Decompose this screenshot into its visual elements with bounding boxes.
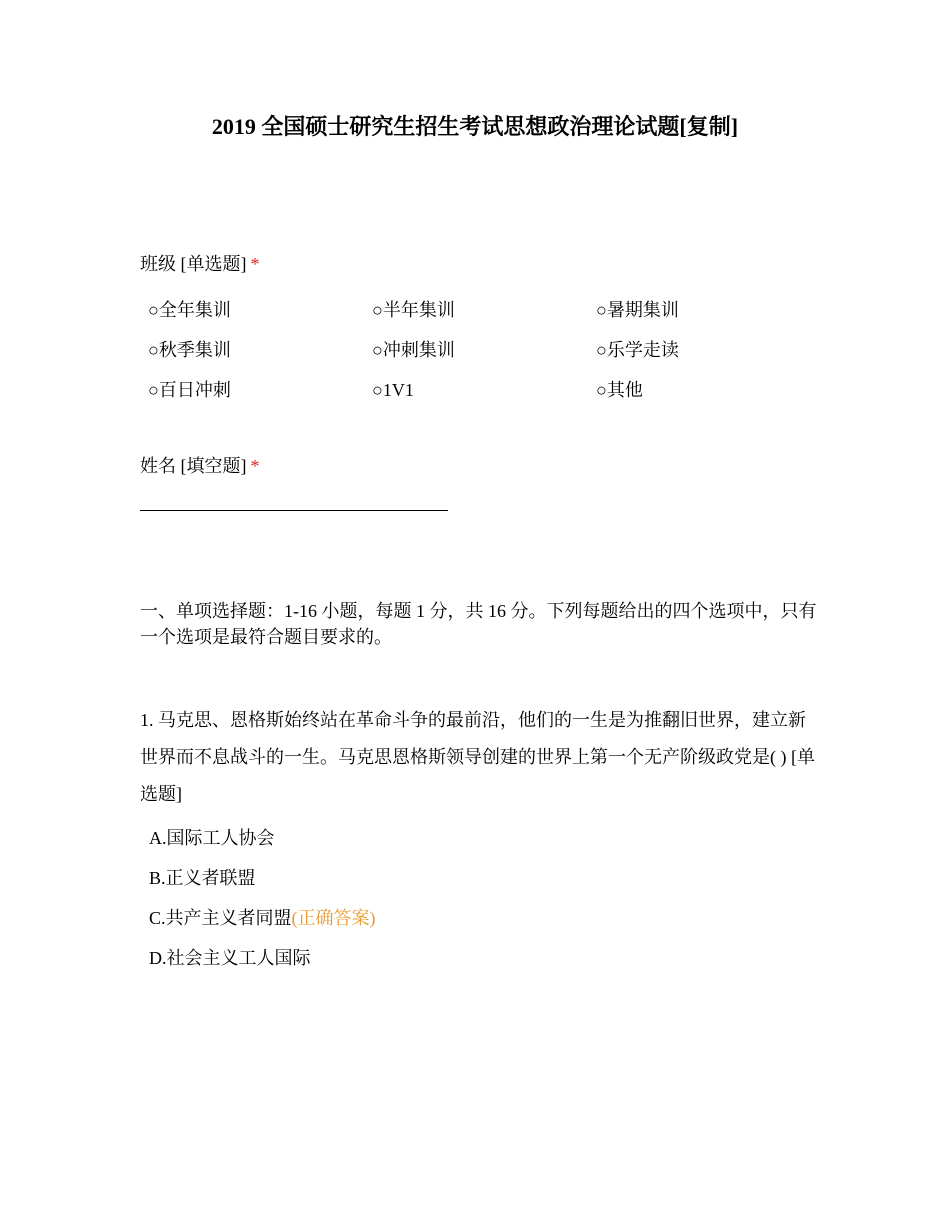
name-question-text: 姓名 [填空题] [140,456,247,476]
class-question-text: 班级 [单选题] [140,254,247,274]
section-heading: 一、单项选择题：1-16 小题，每题 1 分，共 16 分。下列每题给出的四个选项中，只有一个选项是最符合题目要求的。 [140,601,817,647]
choice-b-text: B.正义者联盟 [149,868,256,888]
choice-a-text: A.国际工人协会 [149,828,275,848]
correct-answer-tag: (正确答案) [291,908,376,928]
class-question-label [140,251,260,277]
required-mark: * [250,254,260,274]
class-option-other[interactable]: ○其他 [596,380,643,400]
choice-c-text: C.共产主义者同盟 [149,908,292,928]
class-option-day-study[interactable]: ○乐学走读 [596,340,679,360]
choice-d-text: D.社会主义工人国际 [149,948,311,968]
choice-d[interactable] [149,945,311,971]
class-option-full-year[interactable]: ○全年集训 [148,300,231,320]
class-option-autumn[interactable]: ○秋季集训 [148,340,231,360]
name-fill-line[interactable] [140,510,448,511]
class-option-hundred-day[interactable]: ○百日冲刺 [148,380,231,400]
question-1-text: 1. 马克思、恩格斯始终站在革命斗争的最前沿，他们的一生是为推翻旧世界，建立新世界而不息战斗的一生。马克思恩格斯领导创建的世界上第一个无产阶级政党是( ) [单选题] [140,710,815,804]
class-option-1v1[interactable]: ○1V1 [372,380,414,400]
choice-a[interactable] [149,825,275,851]
class-option-sprint[interactable]: ○冲刺集训 [372,340,455,360]
class-option-summer[interactable]: ○暑期集训 [596,300,679,320]
class-option-half-year[interactable]: ○半年集训 [372,300,455,320]
required-mark: * [250,456,260,476]
choice-c[interactable] [149,905,376,931]
page-title: 2019 全国硕士研究生招生考试思想政治理论试题[复制] [211,114,739,139]
name-question-label [140,453,260,479]
choice-b[interactable] [149,865,256,891]
